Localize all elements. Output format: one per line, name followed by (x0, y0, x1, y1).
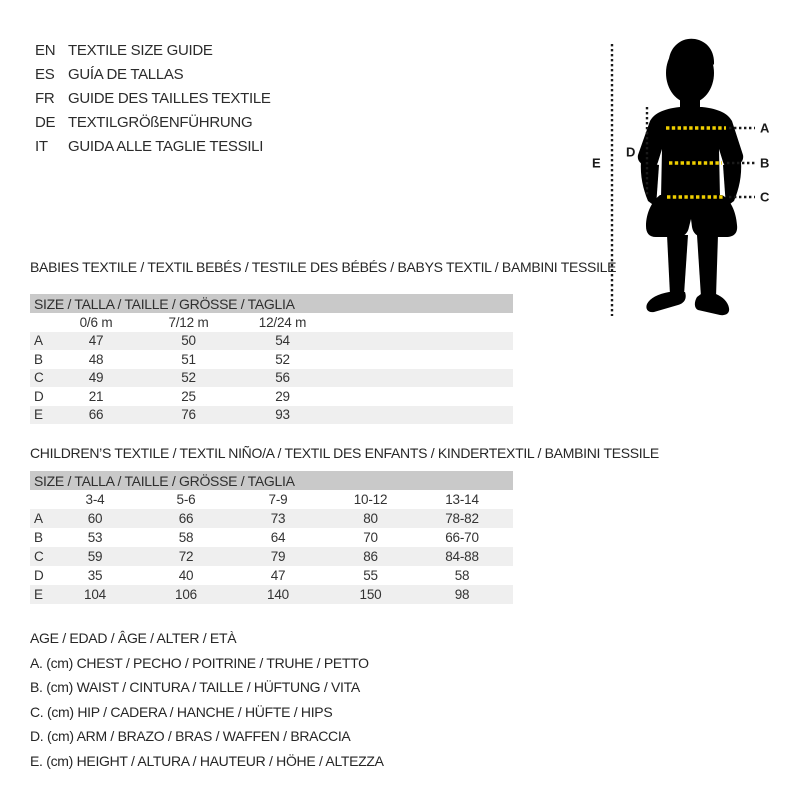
table-cell: 58 (454, 568, 470, 583)
table-cell: 53 (87, 530, 103, 545)
table-row (30, 369, 513, 388)
column-header: 13-14 (445, 492, 479, 507)
row-label: D (34, 568, 44, 583)
table-cell: 66 (178, 511, 194, 526)
table-row (30, 585, 513, 604)
table-cell: 66 (88, 407, 104, 423)
row-label: C (34, 370, 44, 386)
row-label: B (34, 351, 43, 367)
table-cell: 104 (84, 587, 106, 602)
table-cell: 64 (270, 530, 286, 545)
table-cell: 60 (87, 511, 103, 526)
lang-row-en (35, 38, 271, 62)
table-cell: 66-70 (445, 530, 479, 545)
column-header-row (30, 313, 513, 332)
column-header: 0/6 m (79, 314, 113, 330)
table-row (30, 547, 513, 566)
guide-title-it: GUIDA ALLE TAGLIE TESSILI (68, 137, 264, 155)
table-cell: 55 (363, 568, 378, 583)
babies-size-table (30, 294, 513, 424)
label-hip-c: C (760, 189, 770, 205)
lang-row-fr (35, 86, 271, 110)
legend-hip-line: C. (cm) HIP / CADERA / HANCHE / HÜFTE / HIPS (30, 703, 333, 720)
legend-chest-line: A. (cm) CHEST / PECHO / POITRINE / TRUHE / PETTO (30, 654, 369, 671)
measurement-figure (585, 35, 800, 325)
legend-arm-line: D. (cm) ARM / BRAZO / BRAS / WAFFEN / BRACCIA (30, 728, 351, 745)
table-row (30, 406, 513, 425)
table-cell: 40 (178, 568, 194, 583)
table-row (30, 528, 513, 547)
size-header-bar: SIZE / TALLA / TAILLE / GRÖSSE / TAGLIA (30, 471, 513, 490)
table-cell: 76 (181, 407, 196, 423)
table-cell: 84-88 (445, 549, 479, 564)
column-header: 10-12 (353, 492, 388, 507)
table-cell: 106 (175, 587, 197, 602)
table-cell: 48 (88, 351, 104, 367)
lang-code: DE (35, 113, 56, 131)
guide-title-fr: GUIDE DES TAILLES TEXTILE (68, 89, 271, 107)
table-row (30, 350, 513, 369)
row-label: A (34, 511, 43, 526)
table-cell: 150 (359, 587, 382, 602)
table-cell: 29 (275, 388, 290, 404)
measurement-legend (30, 626, 384, 773)
lang-row-es (35, 62, 271, 86)
table-cell: 52 (181, 370, 196, 386)
table-cell: 54 (275, 333, 290, 349)
table-cell: 93 (275, 407, 290, 423)
label-arm-d: D (626, 144, 636, 160)
label-waist-b: B (760, 155, 770, 171)
table-cell: 21 (88, 388, 104, 404)
guide-title-de: TEXTILGRÖßENFÜHRUNG (68, 113, 253, 131)
table-row (30, 332, 513, 351)
label-height-e: E (592, 155, 601, 171)
table-cell: 59 (87, 549, 103, 564)
table-cell: 70 (363, 530, 378, 545)
column-header: 7-9 (268, 492, 288, 507)
row-label: C (34, 549, 44, 564)
table-cell: 49 (88, 370, 104, 386)
table-cell: 52 (275, 351, 290, 367)
table-cell: 58 (178, 530, 194, 545)
table-cell: 79 (270, 549, 286, 564)
column-header-row (30, 490, 513, 509)
table-cell: 47 (88, 333, 104, 349)
row-label: D (34, 388, 44, 404)
column-header: 12/24 m (258, 314, 307, 330)
lang-code: IT (35, 137, 48, 155)
table-cell: 25 (181, 388, 196, 404)
table-cell: 72 (178, 549, 194, 564)
child-silhouette-icon (638, 39, 743, 315)
babies-section-title: BABIES TEXTILE / TEXTIL BEBÉS / TESTILE DES BÉBÉS / BABYS TEXTIL / BAMBINI TESSILE (30, 259, 617, 275)
guide-title-en: TEXTILE SIZE GUIDE (68, 41, 213, 59)
table-cell: 35 (87, 568, 103, 583)
lang-code: FR (35, 89, 55, 107)
row-label: E (34, 407, 43, 423)
table-cell: 73 (270, 511, 286, 526)
row-label: B (34, 530, 43, 545)
lang-code: EN (35, 41, 56, 59)
table-row (30, 509, 513, 528)
table-cell: 98 (454, 587, 470, 602)
table-cell: 51 (181, 351, 196, 367)
table-cell: 78-82 (445, 511, 479, 526)
size-header-bar: SIZE / TALLA / TAILLE / GRÖSSE / TAGLIA (30, 294, 513, 313)
table-cell: 50 (181, 333, 196, 349)
label-chest-a: A (760, 120, 770, 136)
children-section-title: CHILDREN’S TEXTILE / TEXTIL NIÑO/A / TEXTIL DES ENFANTS / KINDERTEXTIL / BAMBINI TESSILE (30, 445, 659, 461)
lang-row-it (35, 134, 271, 158)
table-row (30, 387, 513, 406)
column-header: 7/12 m (168, 314, 209, 330)
guide-title-es: GUÍA DE TALLAS (68, 65, 184, 83)
legend-waist-line: B. (cm) WAIST / CINTURA / TAILLE / HÜFTUNG / VITA (30, 679, 360, 696)
legend-height-line: E. (cm) HEIGHT / ALTURA / HAUTEUR / HÖHE / ALTEZZA (30, 752, 384, 769)
table-cell: 140 (267, 587, 289, 602)
children-size-table (30, 471, 513, 604)
legend-age-line: AGE / EDAD / ÂGE / ALTER / ETÀ (30, 630, 237, 647)
row-label: A (34, 333, 43, 349)
column-header: 3-4 (85, 492, 105, 507)
lang-code: ES (35, 65, 55, 83)
table-row (30, 566, 513, 585)
table-cell: 56 (275, 370, 290, 386)
language-title-list (35, 38, 271, 158)
row-label: E (34, 587, 43, 602)
lang-row-de (35, 110, 271, 134)
table-cell: 86 (363, 549, 378, 564)
column-header: 5-6 (176, 492, 196, 507)
table-cell: 47 (270, 568, 286, 583)
table-cell: 80 (363, 511, 378, 526)
